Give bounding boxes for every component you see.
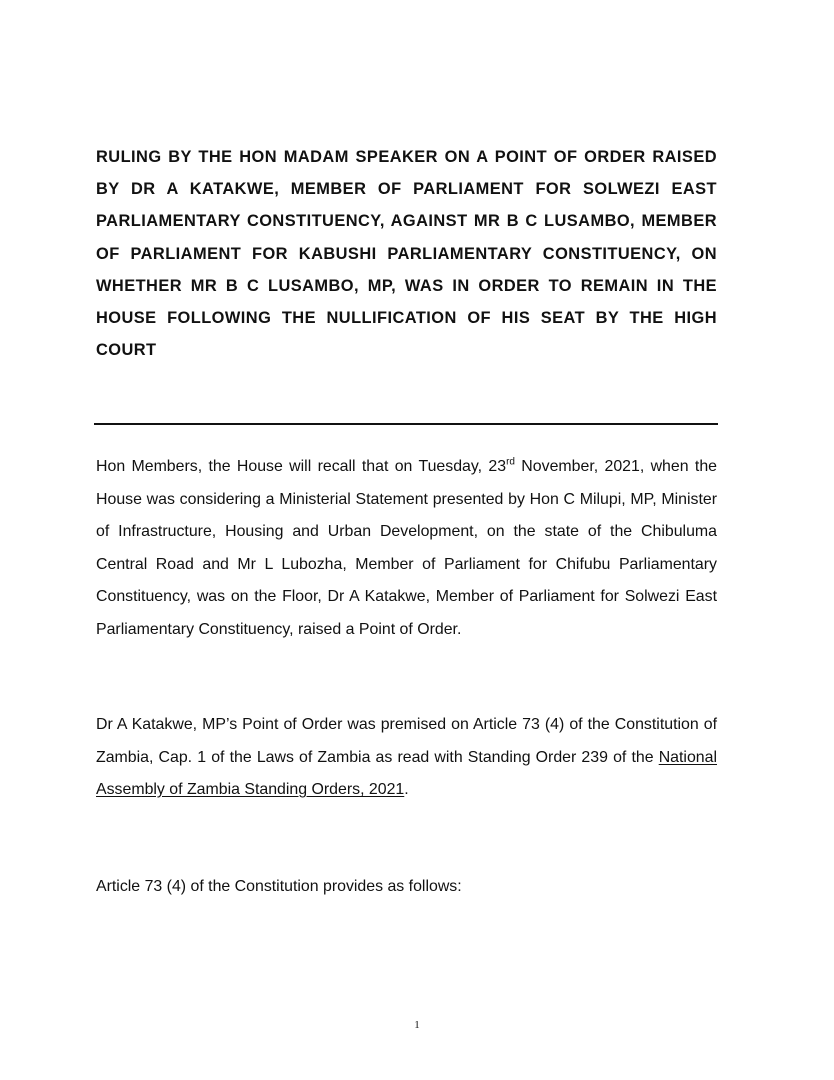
standing-orders-title: National Assembly of Zambia Standing Orders, 2021 xyxy=(96,748,717,798)
paragraph-introduction-start: Hon Members, the House will recall that on Tuesday, 23 xyxy=(96,458,507,475)
paragraph-introduction xyxy=(96,451,717,646)
paragraph-point-of-order-text: Dr A Katakwe, MP’s Point of Order was premised on Article 73 (4) of the Constitution of Zambia, Cap. 1 of the Laws of Zambia as read with Standing Order 239 of the xyxy=(96,716,717,766)
page-number: 1 xyxy=(414,1019,420,1031)
date-ordinal-suffix: rd xyxy=(506,456,515,468)
paragraph-article-intro: Article 73 (4) of the Constitution provides as follows: xyxy=(96,878,462,895)
heading-divider xyxy=(94,423,718,425)
paragraph-point-of-order-ending: . xyxy=(404,781,409,798)
paragraph-point-of-order xyxy=(96,709,717,807)
paragraph-introduction-rest: November, 2021, when the House was considering a Ministerial Statement presented by Hon C Milupi, MP, Minister of Infrastructure, Housing and Urban Development, on the state of the Chibuluma Central Road and Mr L Lubozha, Member of Parliament for Chifubu Parliamentary Constituency, was on the Floor, Dr A Katakwe, Member of Parliament for Solwezi East Parliamentary Constituency, raised a Point of Order. xyxy=(96,458,718,638)
ruling-heading: RULING BY THE HON MADAM SPEAKER ON A POINT OF ORDER RAISED BY DR A KATAKWE, MEMBER OF PARLIAMENT FOR SOLWEZI EAST PARLIAMENTARY CONSTITUENCY, AGAINST MR B C LUSAMBO, MEMBER OF PARLIAMENT FOR KABUSHI PARLIAMENTARY CONSTITUENCY, ON WHETHER MR B C LUSAMBO, MP, WAS IN ORDER TO REMAIN IN THE HOUSE FOLLOWING THE NULLIFICATION OF HIS SEAT BY THE HIGH COURT xyxy=(96,148,717,360)
